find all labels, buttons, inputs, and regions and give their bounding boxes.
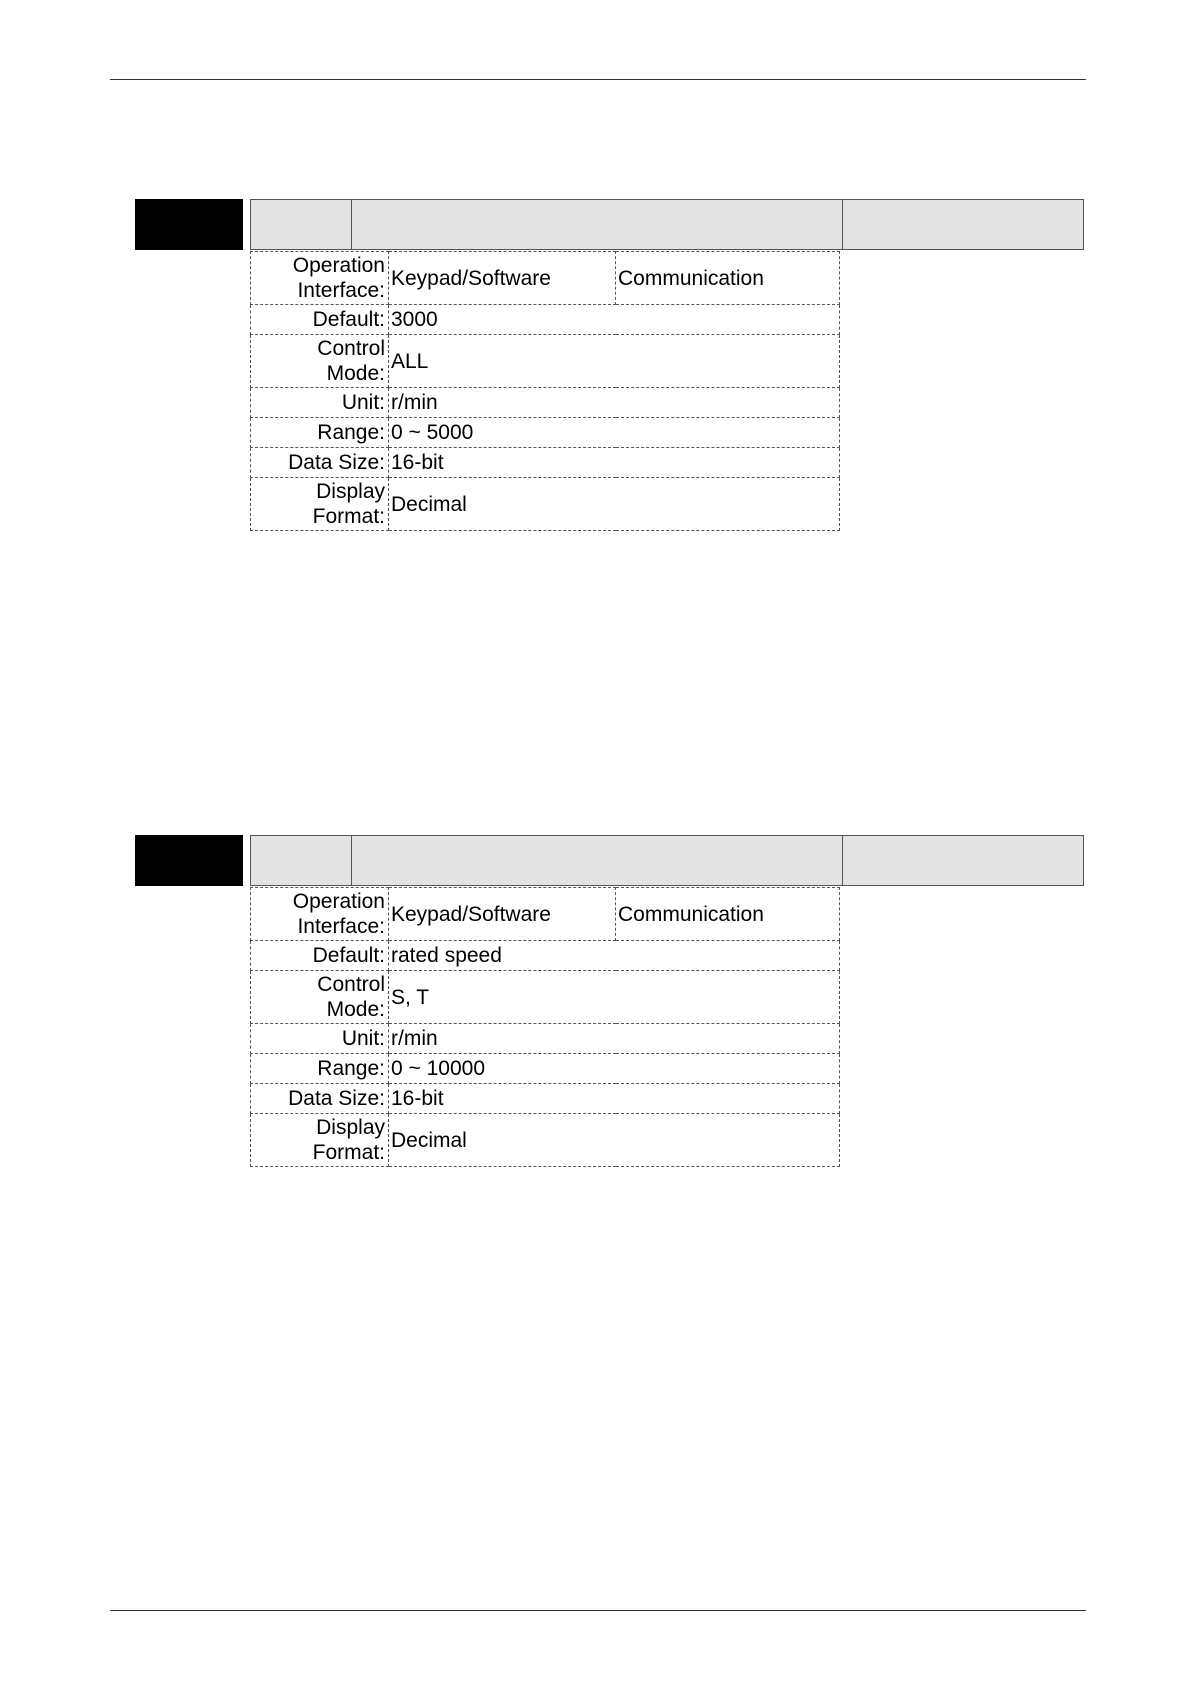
- label-default: Default:: [251, 941, 389, 971]
- value-default: 3000: [389, 305, 840, 335]
- row-data-size: [251, 448, 840, 478]
- header-cell-address: [843, 836, 1083, 885]
- header-rule: [110, 79, 1086, 80]
- label-display-format: Display Format:: [251, 1114, 389, 1167]
- row-range: [251, 418, 840, 448]
- value-data-size: 16-bit: [389, 448, 840, 478]
- label-data-size: Data Size:: [251, 1084, 389, 1114]
- header-cell-name: [352, 200, 843, 249]
- label-control-mode: Control Mode:: [251, 335, 389, 388]
- row-control-mode: [251, 971, 840, 1024]
- parameter-header: [250, 835, 1084, 886]
- label-operation-interface: Operation Interface:: [251, 252, 389, 305]
- value-range: 0 ~ 10000: [389, 1054, 840, 1084]
- value-control-mode: ALL: [389, 335, 840, 388]
- value-control-mode: S, T: [389, 971, 840, 1024]
- row-display-format: [251, 1114, 840, 1167]
- value-communication: Communication: [616, 252, 840, 305]
- label-default: Default:: [251, 305, 389, 335]
- footer-rule: [110, 1610, 1086, 1611]
- parameter-code-tab: [135, 835, 243, 886]
- value-keypad-software: Keypad/Software: [389, 888, 616, 941]
- label-range: Range:: [251, 1054, 389, 1084]
- row-data-size: [251, 1084, 840, 1114]
- value-default: rated speed: [389, 941, 840, 971]
- row-default: [251, 305, 840, 335]
- row-operation-interface: [251, 252, 840, 305]
- value-unit: r/min: [389, 1024, 840, 1054]
- header-cell-name: [352, 836, 843, 885]
- row-unit: [251, 388, 840, 418]
- row-default: [251, 941, 840, 971]
- value-data-size: 16-bit: [389, 1084, 840, 1114]
- value-keypad-software: Keypad/Software: [389, 252, 616, 305]
- label-unit: Unit:: [251, 388, 389, 418]
- row-unit: [251, 1024, 840, 1054]
- label-range: Range:: [251, 418, 389, 448]
- parameter-header: [250, 199, 1084, 250]
- value-communication: Communication: [616, 888, 840, 941]
- label-unit: Unit:: [251, 1024, 389, 1054]
- row-display-format: [251, 478, 840, 531]
- label-operation-interface: Operation Interface:: [251, 888, 389, 941]
- row-control-mode: [251, 335, 840, 388]
- row-range: [251, 1054, 840, 1084]
- header-cell-address: [843, 200, 1083, 249]
- parameter-table: [250, 887, 840, 1167]
- parameter-table: [250, 251, 840, 531]
- value-range: 0 ~ 5000: [389, 418, 840, 448]
- value-unit: r/min: [389, 388, 840, 418]
- header-cell-code: [251, 200, 352, 249]
- parameter-code-tab: [135, 199, 243, 250]
- value-display-format: Decimal: [389, 478, 840, 531]
- label-data-size: Data Size:: [251, 448, 389, 478]
- label-control-mode: Control Mode:: [251, 971, 389, 1024]
- header-cell-code: [251, 836, 352, 885]
- label-display-format: Display Format:: [251, 478, 389, 531]
- row-operation-interface: [251, 888, 840, 941]
- value-display-format: Decimal: [389, 1114, 840, 1167]
